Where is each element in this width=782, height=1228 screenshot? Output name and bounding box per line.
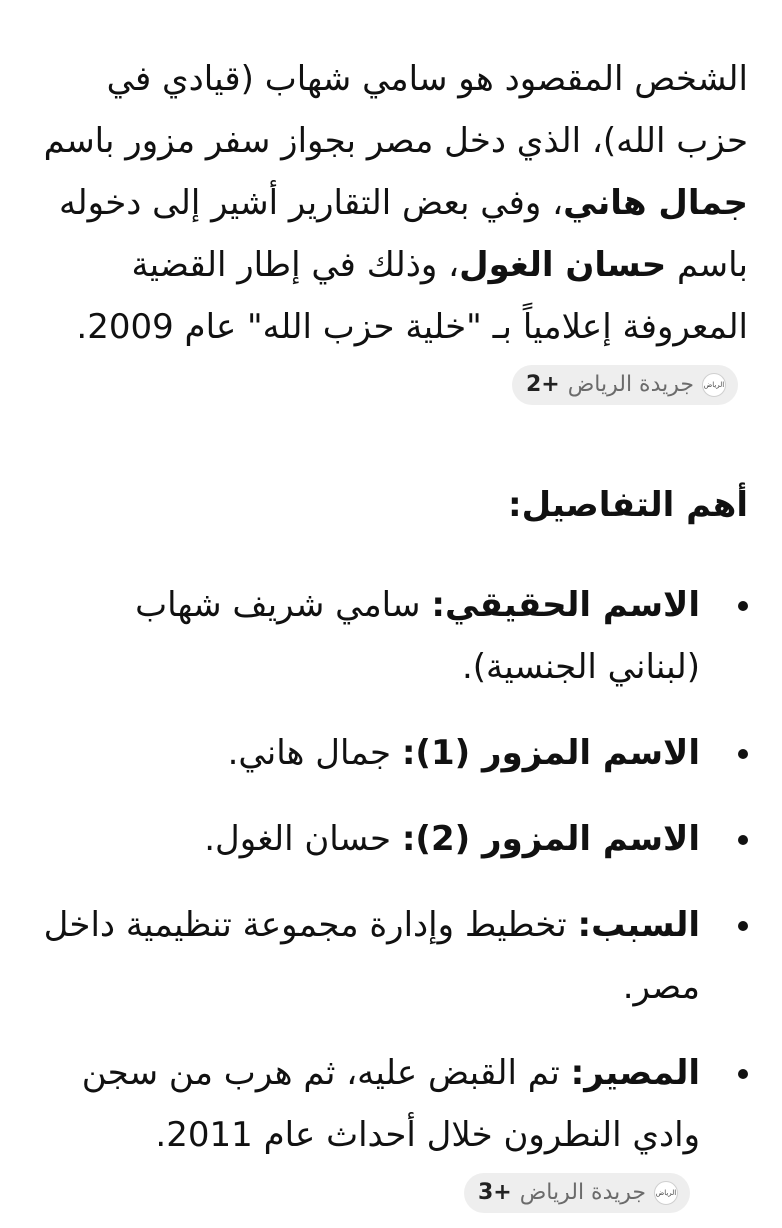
source-chip-count: +3 (477, 1179, 512, 1205)
bullet-icon (738, 835, 748, 845)
list-item (40, 722, 748, 784)
source-chip[interactable] (464, 1173, 690, 1213)
source-chip-name: جريدة الرياض (519, 1179, 646, 1205)
item-text: حسان الغول. (204, 819, 402, 859)
intro-text-1: الشخص المقصود هو سامي شهاب (قيادي في حزب الله)، الذي دخل مصر بجواز سفر مزور باسم (43, 59, 748, 161)
source-chip-name: جريدة الرياض (567, 371, 694, 397)
item-text: جمال هاني. (227, 733, 402, 773)
details-list (40, 574, 748, 1228)
item-text: تم القبض عليه، ثم هرب من سجن وادي النطرون خلال أحداث عام 2011. (81, 1053, 700, 1155)
bullet-icon (738, 1069, 748, 1079)
bullet-icon (738, 921, 748, 931)
source-chip[interactable] (512, 365, 738, 405)
source-logo-icon: الرياض (654, 1181, 678, 1205)
intro-paragraph (40, 48, 748, 420)
source-chip-count: +2 (525, 371, 560, 397)
list-item (40, 894, 748, 1018)
item-label: السبب: (577, 905, 700, 945)
intro-text-3: ، وذلك في إطار القضية المعروفة إعلامياً بـ "خلية حزب الله" عام 2009. (76, 245, 748, 347)
details-heading: أهم التفاصيل: (508, 485, 748, 525)
source-logo-icon: الرياض (702, 373, 726, 397)
bullet-icon (738, 601, 748, 611)
item-label: الاسم المزور (2): (401, 819, 700, 859)
item-label: الاسم الحقيقي: (431, 585, 700, 625)
list-item (40, 808, 748, 870)
item-text: تخطيط وإدارة مجموعة تنظيمية داخل مصر. (43, 905, 700, 1007)
intro-text-2: ، وفي بعض التقارير أشير إلى دخوله باسم (59, 183, 748, 285)
fake-name-2: حسان الغول (459, 245, 667, 285)
fake-name-1: جمال هاني (563, 183, 748, 223)
item-text: سامي شريف شهاب (لبناني الجنسية). (135, 585, 700, 687)
item-label: المصير: (570, 1053, 700, 1093)
item-label: الاسم المزور (1): (401, 733, 700, 773)
list-item (40, 1042, 748, 1228)
bullet-icon (738, 749, 748, 759)
list-item (40, 574, 748, 698)
